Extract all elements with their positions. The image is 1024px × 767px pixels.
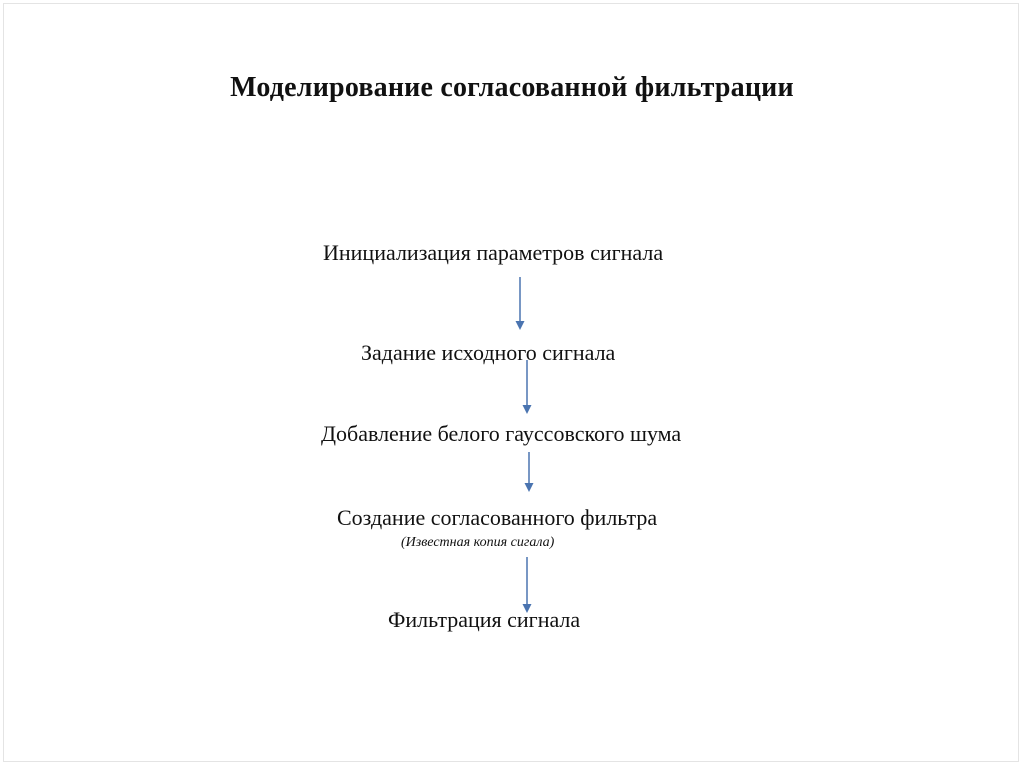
flow-arrow-4 xyxy=(521,557,533,614)
flow-step-initialize-parameters: Инициализация параметров сигнала xyxy=(323,240,664,265)
flow-step-create-filter-note: (Известная копия сигала) xyxy=(401,535,555,550)
flow-step-filter-signal: Фильтрация сигнала xyxy=(388,607,581,632)
flow-arrow-1 xyxy=(514,277,526,331)
flow-step-add-noise: Добавление белого гауссовского шума xyxy=(321,421,682,446)
slide-frame xyxy=(3,3,1019,762)
flow-step-create-filter: Создание согласованного фильтра xyxy=(337,505,658,530)
slide-title: Моделирование согласованной фильтрации xyxy=(230,72,794,103)
flow-arrow-2 xyxy=(521,360,533,415)
flow-step-define-signal: Задание исходного сигнала xyxy=(361,340,616,365)
flow-arrow-3 xyxy=(523,452,535,493)
